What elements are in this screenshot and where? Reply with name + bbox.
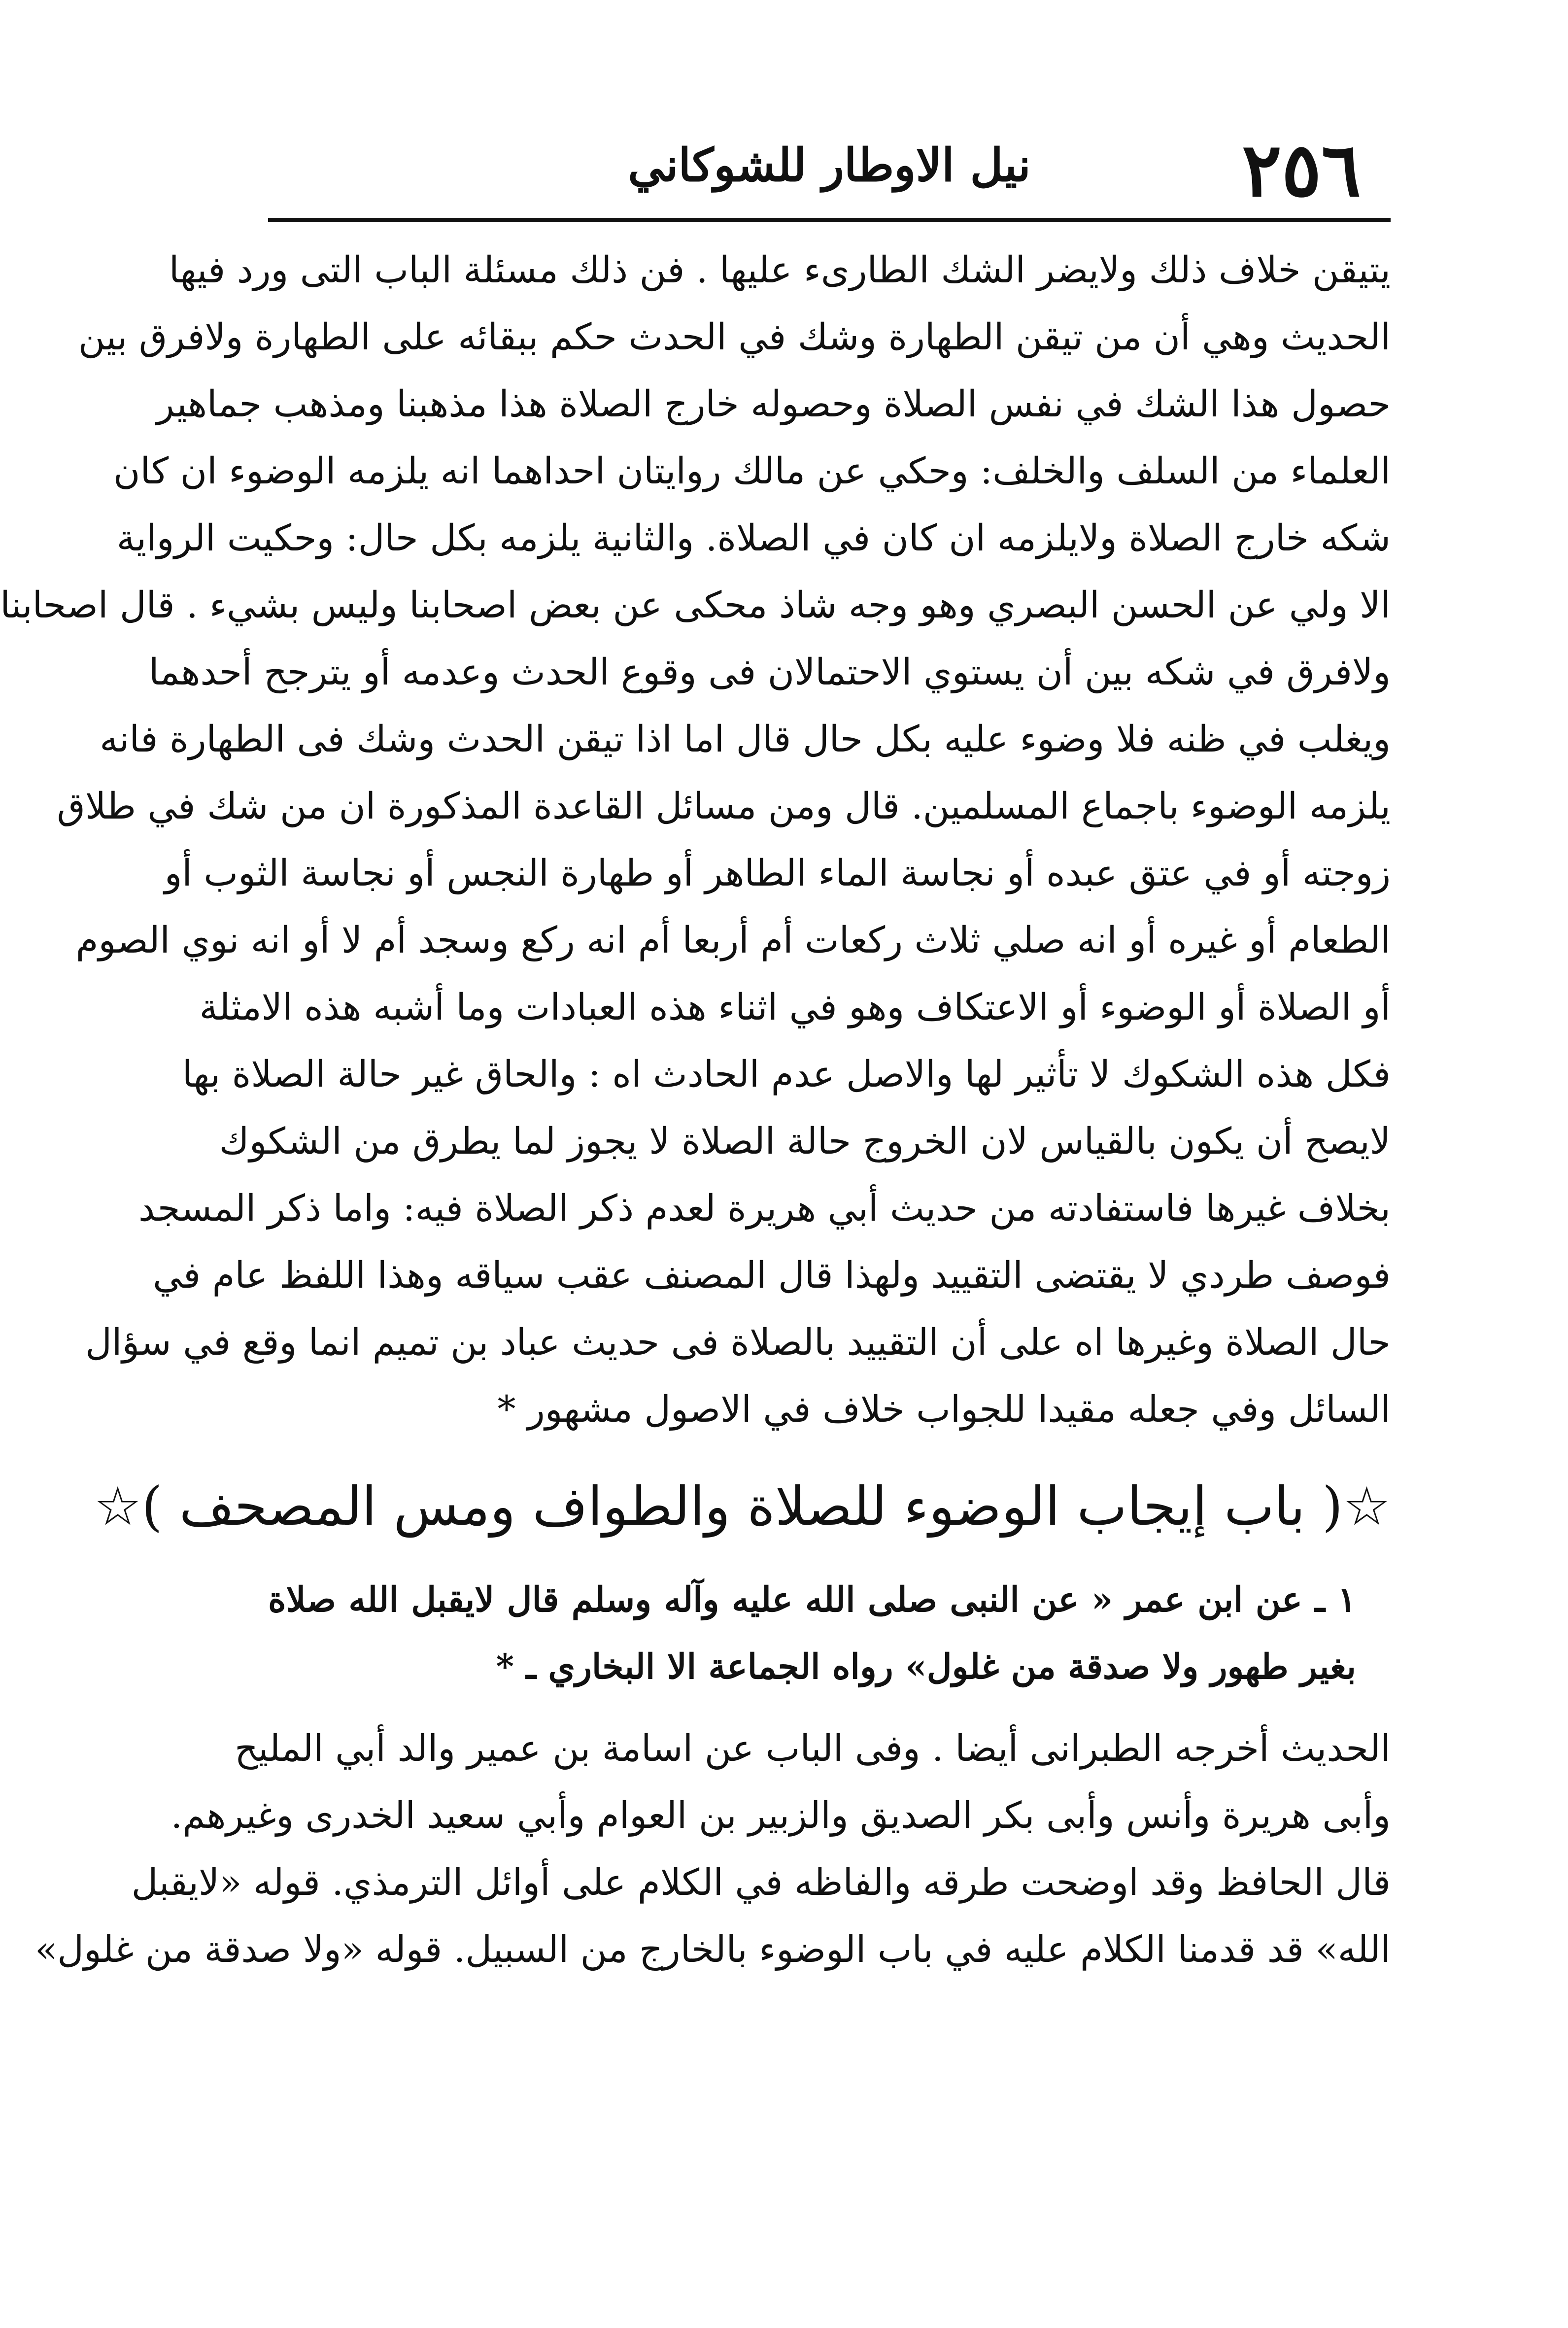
text-line: بخلاف غيرها فاستفادته من حديث أبي هريرة لعدم ذكر الصلاة فيه: واما ذكر المسجد xyxy=(138,1187,1391,1230)
commentary-paragraph xyxy=(34,1715,1391,1983)
text-line: الحديث أخرجه الطبرانى أيضا . وفى الباب عن اسامة بن عمير والد أبي المليح xyxy=(235,1727,1391,1770)
text-line: حال الصلاة وغيرها اه على أن التقييد بالصلاة فى حديث عباد بن تميم انما وقع في سؤال xyxy=(85,1321,1391,1364)
text-line: زوجته أو في عتق عبده أو نجاسة الماء الطاهر أو طهارة النجس أو نجاسة الثوب أو xyxy=(164,852,1391,894)
page-number: ٢٥٦ xyxy=(1242,127,1361,213)
text-line: وأبى هريرة وأنس وأبى بكر الصديق والزبير بن العوام وأبي سعيد الخدرى وغيرهم. xyxy=(170,1794,1391,1837)
text-line: الله» قد قدمنا الكلام عليه في باب الوضوء بالخارج من السبيل. قوله «ولا صدقة من غلول» xyxy=(34,1928,1391,1971)
text-line: شكه خارج الصلاة ولايلزمه ان كان في الصلاة. والثانية يلزمه بكل حال: وحكيت الرواية xyxy=(116,517,1391,559)
hadith-line: بغير طهور ولا صدقة من غلول» رواه الجماعة الا البخاري ـ * xyxy=(496,1646,1356,1687)
text-line: العلماء من السلف والخلف: وحكي عن مالك روايتان احداهما انه يلزمه الوضوء ان كان xyxy=(113,450,1391,492)
text-line: يلزمه الوضوء باجماع المسلمين. قال ومن مسائل القاعدة المذكورة ان من شك في طلاق xyxy=(57,785,1391,827)
chapter-heading: ☆( باب إيجاب الوضوء للصلاة والطواف ومس المصحف )☆ xyxy=(94,1476,1391,1538)
text-line: قال الحافظ وقد اوضحت طرقه والفاظه في الكلام على أوائل الترمذي. قوله «لايقبل xyxy=(131,1861,1391,1904)
text-line: أو الصلاة أو الوضوء أو الاعتكاف وهو في اثناء هذه العبادات وما أشبه هذه الامثلة xyxy=(199,986,1391,1028)
text-line: الطعام أو غيره أو انه صلي ثلاث ركعات أم أربعا أم انه ركع وسجد أم لا أو انه نوي الصوم xyxy=(75,919,1391,961)
header-rule xyxy=(268,218,1391,222)
running-title: نيل الاوطار للشوكاني xyxy=(628,138,1031,192)
text-line: لايصح أن يكون بالقياس لان الخروج حالة الصلاة لا يجوز لما يطرق من الشكوك xyxy=(219,1120,1391,1163)
text-line: يتيقن خلاف ذلك ولايضر الشك الطارىء عليها . فن ذلك مسئلة الباب التى ورد فيها xyxy=(169,249,1391,291)
text-line: حصول هذا الشك في نفس الصلاة وحصوله خارج الصلاة هذا مذهبنا ومذهب جماهير xyxy=(156,383,1391,425)
text-line: فكل هذه الشكوك لا تأثير لها والاصل عدم الحادث اه : والحاق غير حالة الصلاة بها xyxy=(182,1053,1391,1096)
page-content xyxy=(0,237,1391,1983)
body-paragraph xyxy=(0,237,1391,1443)
text-line: الا ولي عن الحسن البصري وهو وجه شاذ محكى عن بعض اصحابنا وليس بشيء . قال اصحابنا xyxy=(0,584,1391,626)
hadith-text xyxy=(268,1566,1391,1700)
text-line: ولافرق في شكه بين أن يستوي الاحتمالان فى وقوع الحدث وعدمه أو يترجح أحدهما xyxy=(149,651,1391,693)
text-line: ويغلب في ظنه فلا وضوء عليه بكل حال قال اما اذا تيقن الحدث وشك فى الطهارة فانه xyxy=(100,718,1391,760)
text-line: السائل وفي جعله مقيدا للجواب خلاف في الاصول مشهور * xyxy=(497,1388,1391,1431)
page-header xyxy=(268,113,1391,222)
text-line: فوصف طردي لا يقتضى التقييد ولهذا قال المصنف عقب سياقه وهذا اللفظ عام في xyxy=(153,1254,1391,1297)
text-line: الحديث وهي أن من تيقن الطهارة وشك في الحدث حكم ببقائه على الطهارة ولافرق بين xyxy=(78,316,1391,358)
hadith-line: ١ ـ عن ابن عمر « عن النبى صلى الله عليه وآله وسلم قال لايقبل الله صلاة xyxy=(268,1579,1356,1620)
